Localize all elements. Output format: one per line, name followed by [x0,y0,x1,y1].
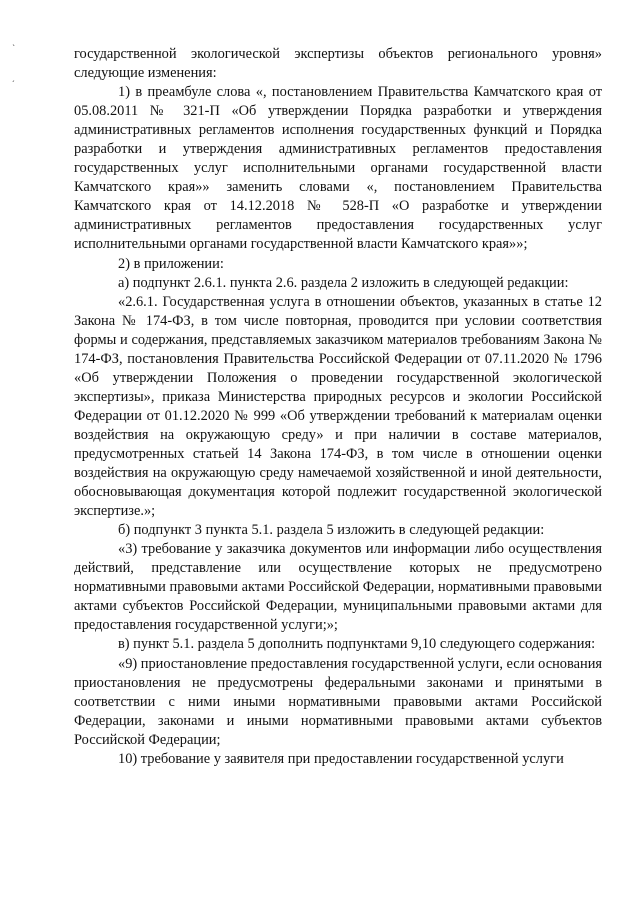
paragraph-subitem-b: б) подпункт 3 пункта 5.1. раздела 5 изложить в следующей редакции: [118,522,545,539]
paragraph-item-2: 2) в приложении: [118,255,224,272]
paragraph-intro: государственной экологической экспертизы объектов регионального уровня» следующие изменения: [74,46,602,82]
document-body [74,45,602,769]
paragraph-subitem-v: в) пункт 5.1. раздела 5 дополнить подпунктами 9,10 следующего содержания: [118,636,596,653]
paragraph-quote-2-6-1: «2.6.1. Государственная услуга в отношении объектов, указанных в статье 12 Закона № 174-ФЗ, в том числе повторная, проводится при условии соответствия формы и содержания, представляемых заказчиком материалов требованиям Закона № 174-ФЗ, постановления Правительства Российской Федерации от 07.11.2020 № 1796 «Об утверждении Положения о проведении государственной экологической экспертизы», приказа Министерства природных ресурсов и экологии Российской Федерации от 01.12.2020 № 999 «Об утверждении требований к материалам оценки воздействия на окружающую среду» и при наличии в составе материалов, предусмотренных статьей 14 Закона 174-ФЗ, в том числе в отношении оценки воздействия на окружающую среду намечаемой хозяйственной и иной деятельности, обосновывающая документация которой подлежит государственной экологической экспертизе.»; [74,293,602,520]
margin-mark: ˏ [11,73,15,82]
paragraph-quote-3: «3) требование у заказчика документов или информации либо осуществления действий, представление или осуществление которых не предусмотрено нормативными правовыми актами Российской Федерации, нормативными правовыми актами субъектов Российской Федерации, муниципальными правовыми актами для предоставления государственной услуги;»; [74,541,602,634]
paragraph-quote-10: 10) требование у заявителя при предоставлении государственной услуги [118,750,564,767]
paragraph-item-1: 1) в преамбуле слова «, постановлением Правительства Камчатского края от 05.08.2011 № 321-П «Об утверждении Порядка разработки и утверждения административных регламентов исполнения государственных функций и Порядка разработки и утверждения административных регламентов предоставления государственных услуг исполнительными органами государственной власти Камчатского края»» заменить словами «, постановлением Правительства Камчатского края от 14.12.2018 № 528-П «О разработке и утверждении административных регламентов предоставления государственных услуг исполнительными органами государственной власти Камчатского края»»; [74,84,602,253]
paragraph-quote-9: «9) приостановление предоставления государственной услуги, если основания приостановления не предусмотрены федеральными законами и принятыми в соответствии с ними иными нормативными правовыми актами Российской Федерации, законами и иными нормативными правовыми актами субъектов Российской Федерации; [74,655,603,748]
margin-mark: ˎ [12,37,16,46]
paragraph-subitem-a: а) подпункт 2.6.1. пункта 2.6. раздела 2 изложить в следующей редакции: [118,274,569,291]
